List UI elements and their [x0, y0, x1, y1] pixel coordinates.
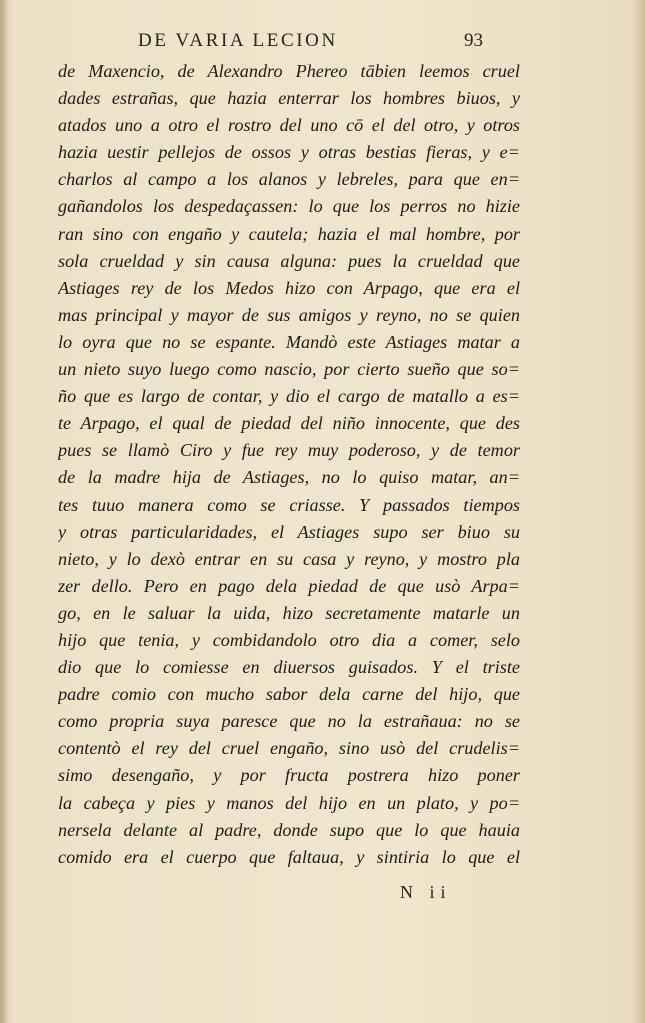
text-line: atados uno a otro el rostro del uno cō el del otro, y otros: [58, 115, 520, 136]
text-line: tes tuuo manera como se criasse. Y passados tiempos: [58, 494, 520, 515]
text-line: un nieto suyo luego como nascio, por cierto sueño que so=: [58, 359, 520, 380]
text-line: nersela delante al padre, donde supo que lo que hauia: [58, 819, 520, 840]
text-line: gañandolos los despedaçassen: lo que los perros no hizie: [58, 196, 520, 217]
text-line: mas principal y mayor de sus amigos y reyno, no se quien: [58, 304, 520, 325]
text-line: simo desengaño, y por fructa postrera hizo poner: [58, 765, 520, 786]
text-line: ño que es largo de contar, y dio el cargo de matallo a es=: [58, 386, 520, 407]
text-line: padre comio con mucho sabor dela carne del hijo, que: [58, 684, 520, 705]
text-line: nieto, y lo dexò entrar en su casa y reyno, y mostro pla: [58, 548, 520, 569]
text-line: la cabeça y pies y manos del hijo en un plato, y po=: [58, 792, 520, 813]
text-line: lo oyra que no se espante. Mandò este Astiages matar a: [58, 331, 520, 352]
page-header: [138, 30, 538, 54]
text-line: ran sino con engaño y cautela; hazia el mal hombre, por: [58, 223, 520, 244]
text-line: hijo que tenia, y combidandolo otro dia a comer, selo: [58, 629, 520, 650]
text-line: dio que lo comiesse en diuersos guisados. Y el triste: [58, 657, 520, 678]
text-line: te Arpago, el qual de piedad del niño innocente, que des: [58, 413, 520, 434]
text-line: dades estrañas, que hazia enterrar los hombres biuos, y: [58, 88, 520, 109]
text-line: zer dello. Pero en pago dela piedad de que usò Arpa=: [58, 575, 520, 596]
text-line: de Maxencio, de Alexandro Phereo tābien leemos cruel: [58, 61, 520, 81]
text-line: de la madre hija de Astiages, no lo quiso matar, an=: [58, 467, 520, 488]
page-number: 93: [464, 30, 483, 51]
signature-mark: N ii: [400, 882, 452, 902]
body-text: [58, 58, 520, 871]
text-line: como propria suya paresce que no la estrañaua: no se: [58, 711, 520, 732]
text-line: Astiages rey de los Medos hizo con Arpago, que era el: [58, 277, 520, 298]
text-line: y otras particularidades, el Astiages supo ser biuo su: [58, 521, 520, 542]
text-line: comido era el cuerpo que faltaua, y sintiria lo que el: [58, 846, 520, 867]
text-line: go, en le saluar la uida, hizo secretamente matarle un: [58, 602, 520, 623]
text-line: charlos al campo a los alanos y lebreles, para que en=: [58, 169, 520, 190]
text-line: contentò el rey del cruel engaño, sino usò del crudelis=: [58, 738, 520, 759]
text-line: sola crueldad y sin causa alguna: pues la crueldad que: [58, 250, 520, 271]
text-line: pues se llamò Ciro y fue rey muy poderoso, y de temor: [58, 440, 520, 461]
text-line: hazia uestir pellejos de ossos y otras bestias fieras, y e=: [58, 142, 520, 163]
running-head: DE VARIA LECION: [138, 30, 338, 51]
